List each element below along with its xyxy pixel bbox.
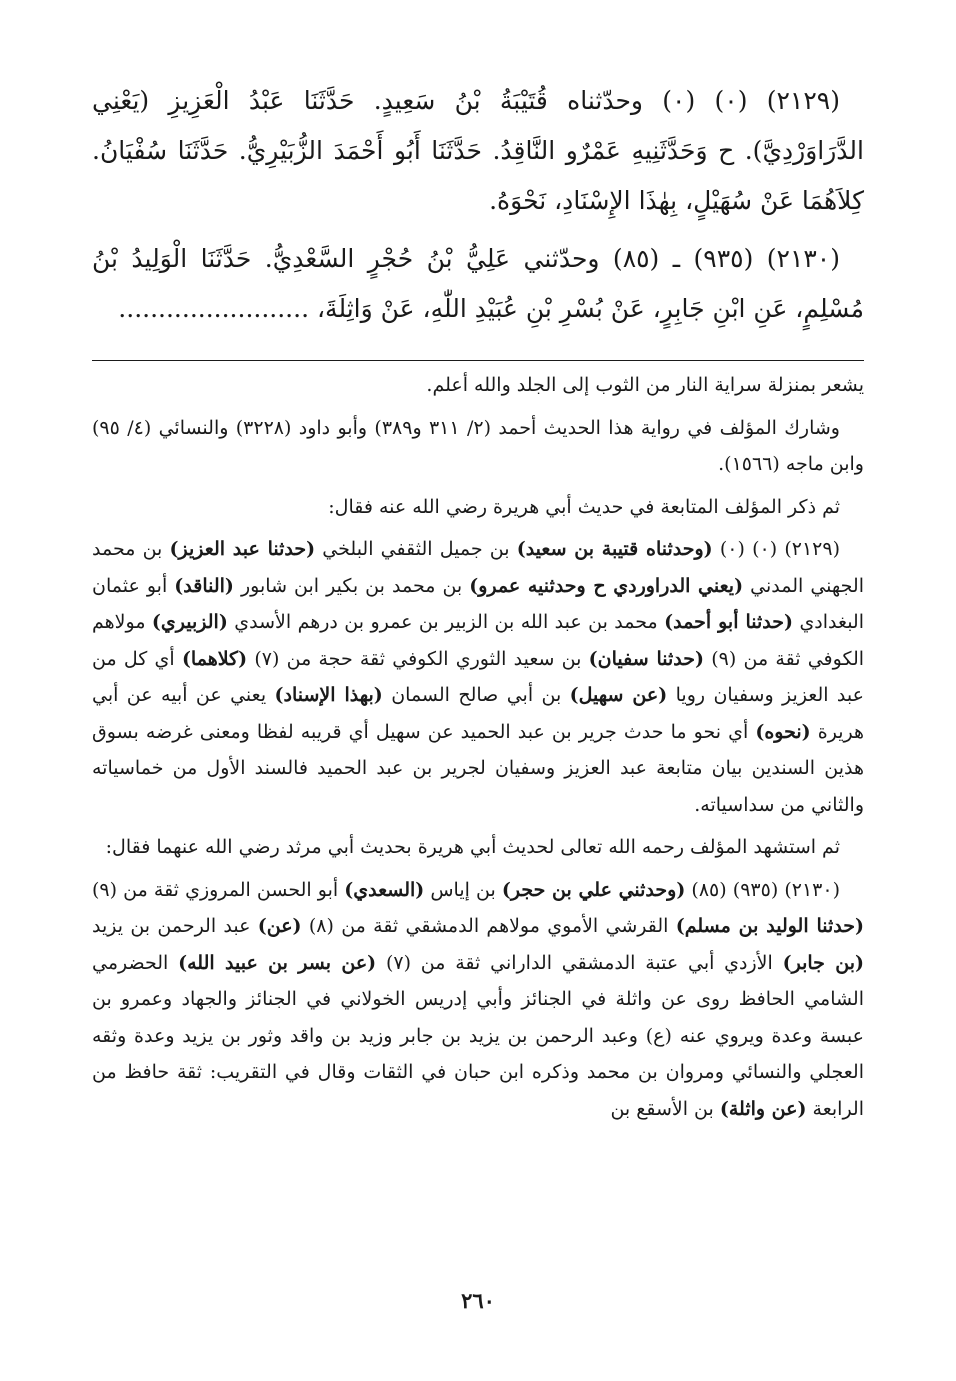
commentary-text-run: بن أبي صالح السمان [382, 684, 570, 706]
hadith-paragraph-2129: (٢١٢٩) (٠) (٠) وحدّثناه قُتَيْبَةُ بْنُ سَعِيدٍ. حَدَّثَنَا عَبْدُ الْعَزِيزِ (يَعْنِي الدَّرَاوَرْدِيَّ). ح وَحَدَّثَنِيهِ عَمْرٌو النَّاقِدُ. حَدَّثَنَا أَبُو أَحْمَدَ الزُّبَيْرِيُّ. حَدَّثَنَا سُفْيَانُ. كِلاَهُمَا عَنْ سُهَيْلٍ، بِهٰذَا الإِسْنَادِ، نَحْوَهُ. [92, 86, 864, 215]
commentary-text-run: محمد بن عبد الله بن الزبير بن عمرو بن درهم الأسدي [227, 611, 665, 633]
commentary [92, 367, 864, 1127]
commentary-text-run: بن محمد بن بكير ابن شابور [233, 574, 470, 597]
bold-quoted-text: (حدثنا عبد العزيز) [169, 538, 316, 560]
bold-quoted-text: (عن سهيل) [569, 684, 668, 706]
commentary-text-run: أبو عثمان البغدادي [92, 574, 864, 633]
commentary-text-run: بن الأسقع بن [610, 1097, 720, 1120]
commentary-text-run: عبد الرحمن بن يزيد [92, 915, 258, 937]
commentary-paragraph-2130 [92, 872, 864, 1128]
bold-quoted-text: (بهذا الإسناد) [274, 684, 383, 706]
bold-quoted-text: (وحدثناه قتيبة بن سعيد) [516, 538, 713, 560]
commentary-paragraph-intro-shahid: ثم استشهد المؤلف رحمه الله تعالى لحديث أبي هريرة بحديث أبي مرثد رضي الله عنهما فقال: [105, 836, 840, 858]
commentary-text-run: بن إياس [424, 878, 502, 901]
commentary-paragraph-conclusion: يشعر بمنزلة سراية النار من الثوب إلى الجلد والله أعلم. [426, 374, 864, 396]
bold-quoted-text: (السعدي) [344, 878, 425, 901]
commentary-paragraph-intro-mutabaa: ثم ذكر المؤلف المتابعة في حديث أبي هريرة رضي الله عنه فقال: [328, 495, 840, 518]
commentary-text-run: بن محمد الجهني المدني [92, 538, 864, 597]
bold-quoted-text: (بن جابر) [782, 951, 864, 974]
commentary-text-run: الأزدي أبي عتبة الدمشقي الداراني ثقة من (٧) [376, 951, 783, 974]
commentary-text-run: بن جميل الثقفي البلخي [315, 538, 517, 560]
commentary-text-run: أي نحو ما حدث جرير بن عبد الحميد عن سهيل أي قريبه لفظا ومعنى غرضه بسوق هذين السندين بيان متابعة عبد العزيز وسفيان لجرير بن عبد الحميد فالسند الأول من خماسياته والثاني من سداسياته. [92, 720, 864, 816]
bold-quoted-text: (حدثنا أبو أحمد) [664, 611, 794, 633]
bold-quoted-text: (الزبيري) [151, 611, 228, 633]
page-number: ٢٦٠ [461, 1288, 495, 1313]
footnote-separator [92, 360, 864, 361]
commentary-text-run: أبو الحسن المروزي ثقة من (٩) [92, 878, 345, 901]
commentary-text-run: مولاهم الكوفي ثقة من (٩) [92, 611, 865, 670]
bold-quoted-text: (عن واثلة) [719, 1097, 807, 1120]
commentary-text-run: بن سعيد الثوري الكوفي ثقة حجة من (٧) [247, 647, 589, 670]
bold-quoted-text: (عن بسر بن عبيد الله) [178, 951, 377, 974]
bold-quoted-text: (نحوه) [755, 720, 811, 743]
bold-quoted-text: (عن) [257, 915, 302, 937]
bold-quoted-text: (حدثنا سفيان) [588, 647, 704, 670]
bold-quoted-text: (الناقد) [174, 574, 234, 597]
hadith-text [92, 76, 864, 334]
commentary-text-run: (٢١٣٠) (٩٣٥) (٨٥) [685, 878, 841, 901]
commentary-text-run: أي كل من عبد العزيز وسفيان رويا [92, 647, 864, 706]
commentary-text-run: القرشي الأموي مولاهم الدمشقي ثقة من (٨) [301, 915, 676, 937]
commentary-paragraph-sources: وشارك المؤلف في رواية هذا الحديث أحمد (٢/ ٣١١ و٣٨٩) وأبو داود (٣٢٢٨) والنسائي (٤/ ٩٥) وابن ماجه (١٥٦٦). [92, 416, 864, 475]
bold-quoted-text: (حدثنا الوليد بن مسلم) [675, 915, 865, 937]
hadith-paragraph-2130: (٢١٣٠) (٩٣٥) ـ (٨٥) وحدّثني عَلِيُّ بْنُ حُجْرٍ السَّعْدِيُّ. حَدَّثَنَا الْوَلِيدُ بْنُ مُسْلِمٍ، عَنِ ابْنِ جَابِرٍ، عَنْ بُسْرِ بْنِ عُبَيْدِ اللّٰهِ، عَنْ وَاثِلَةَ، ........................ [92, 244, 864, 323]
commentary-text-run: (٢١٢٩) (٠) (٠) [712, 538, 840, 560]
bold-quoted-text: (كلاهما) [181, 647, 248, 670]
commentary-text-run: يعني عن أبيه عن أبي هريرة [92, 684, 864, 743]
bold-quoted-text: (يعني الدراوردي ح وحدثنيه عمرو) [469, 574, 744, 597]
bold-quoted-text: (وحدثني علي بن حجر) [501, 878, 686, 901]
commentary-text-run: الحضرمي الشامي الحافظ روى عن واثلة في الجنائز وأبي إدريس الخولاني في الجنائز والجهاد وعمرو بن عبسة وعدة ويروي عنه (ع) وعبد الرحمن بن يزيد بن جابر وزيد بن واقد وثور بن يزيد وعدة وثقه العجلي والنسائي ومروان بن محمد وذكره ابن حبان في الثقات وقال في التقريب: ثقة حافظ من الرابعة [92, 951, 864, 1120]
commentary-paragraph-2129 [92, 531, 864, 823]
